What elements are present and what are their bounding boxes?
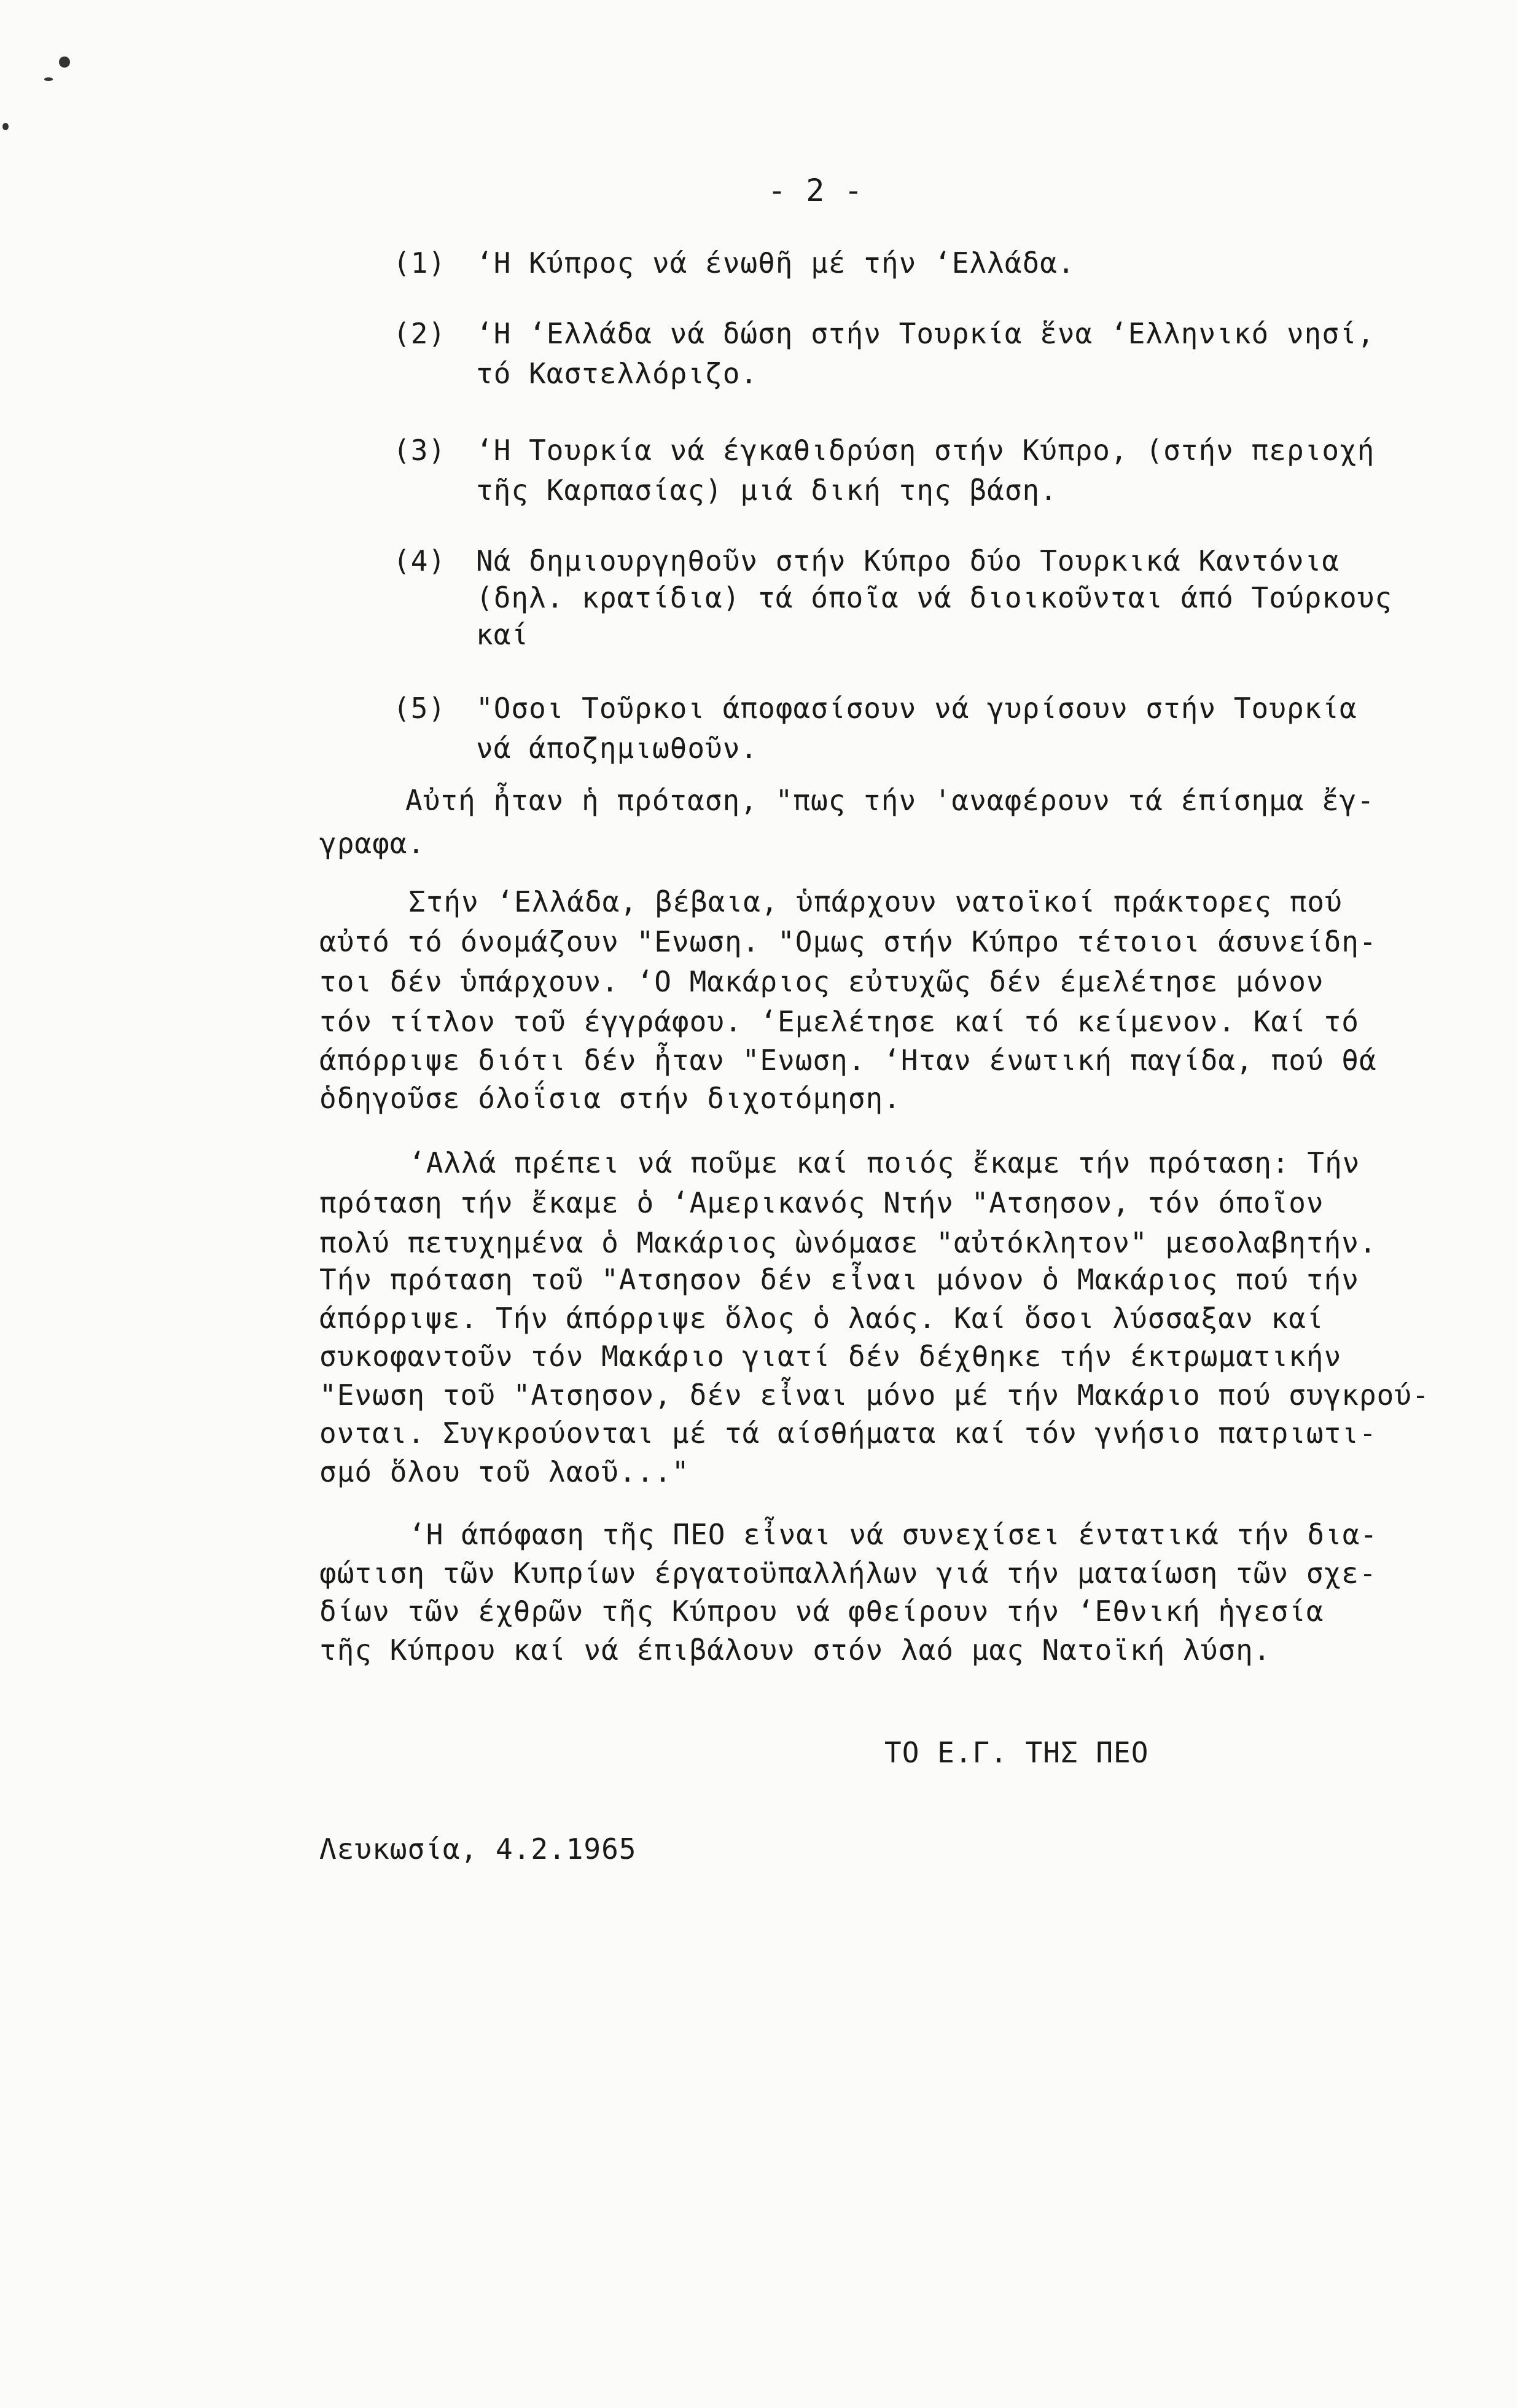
item-line: ‘Η Κύπρος νά ένωθῆ μέ τήν ‘Ελλάδα. xyxy=(476,246,1075,280)
place-date: Λευκωσία, 4.2.1965 xyxy=(319,1832,637,1866)
item-line: ‘Η ‘Ελλάδα νά δώση στήν Τουρκία ἕνα ‘Ελληνικό νησί, xyxy=(476,317,1375,350)
ink-blot xyxy=(44,77,53,81)
paragraph-line: αὐτό τό όνομάζουν "Ενωση. "Ομως στήν Κύπρο τέτοιοι άσυνείδη- xyxy=(319,925,1377,958)
paragraph-line: ὁδηγοῦσε όλοΐσια στήν διχοτόμηση. xyxy=(319,1082,901,1115)
paragraph-line: σμό ὅλου τοῦ λαοῦ..." xyxy=(319,1455,690,1488)
paragraph-line: δίων τῶν έχθρῶν τῆς Κύπρου νά φθείρουν τήν ‘Εθνική ἡγεσία xyxy=(319,1595,1324,1628)
paragraph-line: τοι δέν ὑπάρχουν. ‘Ο Μακάριος εὐτυχῶς δέν έμελέτησε μόνον xyxy=(319,965,1324,998)
paragraph-line: πρόταση τήν ἔκαμε ὁ ‘Αμερικανός Ντήν "Ατσησον, τόν όποῖον xyxy=(319,1186,1324,1219)
item-line: ‘Η Τουρκία νά έγκαθιδρύση στήν Κύπρο, (στήν περιοχή xyxy=(476,434,1375,467)
item-line: (δηλ. κρατίδια) τά όποῖα νά διοικοῦνται άπό Τούρκους xyxy=(476,581,1393,614)
page-number: - 2 - xyxy=(768,173,864,208)
item-number: (5) xyxy=(393,692,447,725)
paragraph-line: συκοφαντοῦν τόν Μακάριο γιατί δέν δέχθηκε τήν έκτρωματικήν xyxy=(319,1340,1342,1373)
paragraph-line: τῆς Κύπρου καί νά έπιβάλουν στόν λαό μας Νατοϊκή λύση. xyxy=(319,1633,1271,1667)
item-line: τῆς Καρπασίας) μιά δική της βάση. xyxy=(476,474,1058,507)
paragraph-line: ονται. Συγκρούονται μέ τά αίσθήματα καί τόν γνήσιο πατριωτι- xyxy=(319,1417,1377,1450)
paragraph-line: Αὐτή ἦταν ἡ πρόταση, "πως τήν 'αναφέρουν τά έπίσημα ἔγ- xyxy=(405,784,1375,817)
paragraph-line: ‘Αλλά πρέπει νά ποῦμε καί ποιός ἔκαμε τήν πρόταση: Τήν xyxy=(408,1146,1360,1179)
paragraph-line: φώτιση τῶν Κυπρίων έργατοϋπαλλήλων γιά τήν ματαίωση τῶν σχε- xyxy=(319,1557,1377,1590)
item-number: (4) xyxy=(393,544,447,577)
paragraph-line: γραφα. xyxy=(319,827,426,860)
item-number: (2) xyxy=(393,317,447,350)
item-line: Νά δημιουργηθοῦν στήν Κύπρο δύο Τουρκικά Καντόνια xyxy=(476,544,1340,577)
item-line: νά άποζημιωθοῦν. xyxy=(476,732,758,765)
signature: ΤΟ Ε.Γ. ΤΗΣ ΠΕΟ xyxy=(884,1736,1149,1769)
paragraph-line: πολύ πετυχημένα ὁ Μακάριος ὼνόμασε "αὐτόκλητον" μεσολαβητήν. xyxy=(319,1226,1377,1259)
item-number: (3) xyxy=(393,434,447,467)
ink-blot xyxy=(2,123,9,130)
item-line: καί xyxy=(476,618,529,651)
paragraph-line: Στήν ‘Ελλάδα, βέβαια, ὑπάρχουν νατοϊκοί πράκτορες πού xyxy=(408,885,1343,918)
paragraph-line: άπόρριψε. Τήν άπόρριψε ὅλος ὁ λαός. Καί ὅσοι λύσσαξαν καί xyxy=(319,1302,1324,1335)
paragraph-line: "Ενωση τοῦ "Ατσησον, δέν εἶναι μόνο μέ τήν Μακάριο πού συγκρού- xyxy=(319,1378,1430,1412)
item-number: (1) xyxy=(393,246,447,280)
item-line: "Οσοι Τοῦρκοι άποφασίσουν νά γυρίσουν στήν Τουρκία xyxy=(476,692,1357,725)
paragraph-line: άπόρριψε διότι δέν ἦταν "Ενωση. ‘Ηταν ένωτική παγίδα, πού θά xyxy=(319,1044,1377,1077)
item-line: τό Καστελλόριζο. xyxy=(476,357,758,390)
paragraph-line: ‘Η άπόφαση τῆς ΠΕΟ εἶναι νά συνεχίσει έντατικά τήν δια- xyxy=(408,1518,1378,1551)
paragraph-line: Τήν πρόταση τοῦ "Ατσησον δέν εἶναι μόνον ὁ Μακάριος πού τήν xyxy=(319,1263,1359,1296)
paragraph-line: τόν τίτλον τοῦ έγγράφου. ‘Εμελέτησε καί τό κείμενον. Καί τό xyxy=(319,1005,1359,1038)
ink-blot xyxy=(59,57,70,68)
